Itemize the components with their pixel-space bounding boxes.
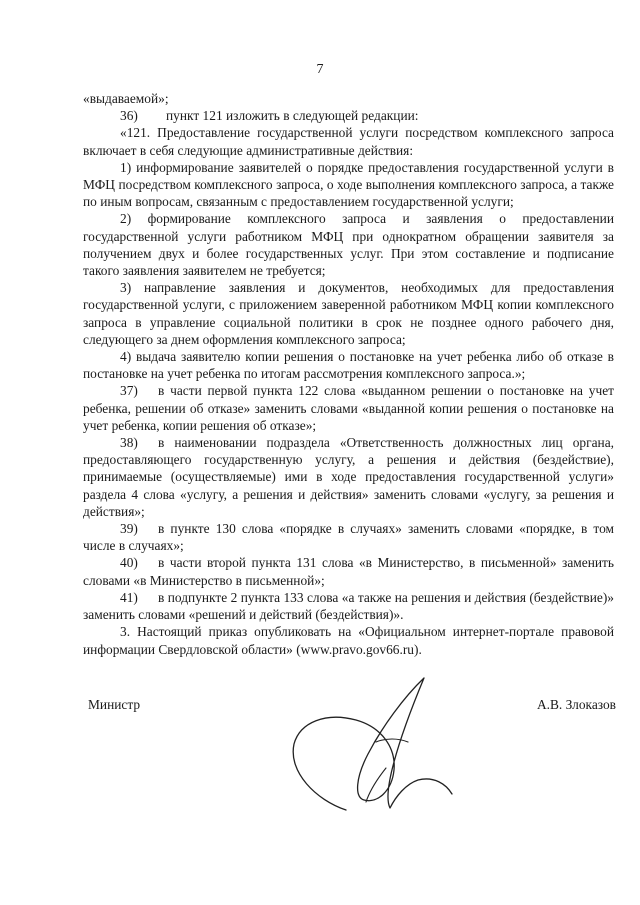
paragraph: 1) информирование заявителей о порядке предоставления государственной услуги в МФЦ посредством комплексного запроса, о ходе выполнения комплексного запроса, а также по иным вопросам, связанным с предоставлением государственной услуги; [83, 159, 614, 210]
signer-role: Министр [88, 697, 141, 712]
document-body [83, 90, 614, 658]
paragraph [83, 520, 614, 554]
page-number: 7 [316, 62, 324, 77]
paragraph: 3. Настоящий приказ опубликовать на «Официальном интернет-портале правовой информации Свердловской области» (www.pravo.gov66.ru). [83, 624, 614, 657]
item-number: 41) [120, 589, 138, 605]
item-number: 38) [120, 435, 138, 451]
paragraph: 3) направление заявления и документов, необходимых для предоставления государственной услуги, с приложением заверенной работником МФЦ копии комплексного запроса в управление социальной политики в срок не позднее одного рабочего дня, следующего за днем оформления комплексного запроса; [83, 280, 614, 347]
paragraph [83, 382, 614, 434]
paragraph-text: пункт 121 изложить в следующей редакции: [166, 108, 419, 124]
paragraph: 2) формирование комплексного запроса и заявления о предоставлении государственной услуги работником МФЦ при однократном обращении заявителя за получением двух и более государственных услуг. При этом составление и подписание такого заявления заявителем не требуется; [83, 211, 614, 279]
paragraph: «выдаваемой»; [83, 91, 169, 106]
paragraph-text: в пункте 130 слова «порядке в случаях» заменить словами «порядке, в том числе в случаях»; [83, 521, 614, 554]
item-number: 37) [120, 383, 138, 399]
paragraph-text: в части первой пункта 122 слова «выданном решении о постановке на учет ребенка, решении об отказе» заменить словами «выданной копии решения о постановке на учет ребенка, копии решения об отказе»; [83, 383, 614, 433]
paragraph: 4) выдача заявителю копии решения о постановке на учет ребенка либо об отказе в постановке на учет ребенка по итогам рассмотрения комплексного запроса.»; [83, 349, 614, 382]
paragraph-text: в части второй пункта 131 слова «в Министерство, в письменной» заменить словами «в Министерство в письменной»; [83, 555, 614, 588]
paragraph [83, 554, 614, 588]
item-number: 40) [120, 555, 138, 571]
paragraph-text: в наименовании подраздела «Ответственность должностных лиц органа, предоставляющего государственную услугу, а решения и действия (бездействие), принимаемые (осуществляемые) ими в ходе предоставления государственной услуги» раздела 4 слова «услугу, а решения и действия» заменить словами «услугу, за решения и действия»; [83, 435, 614, 519]
signer-name: А.В. Злоказов [536, 697, 616, 712]
paragraph-text: в подпункте 2 пункта 133 слова «а также на решения и действия (бездействие)» заменить словами «решений и действий (бездействия)». [83, 589, 614, 623]
item-number: 39) [120, 521, 138, 537]
paragraph [83, 434, 614, 520]
paragraph [83, 589, 614, 623]
item-number: 36) [120, 108, 138, 124]
paragraph: «121. Предоставление государственной услуги посредством комплексного запроса включает в себя следующие административные действия: [83, 125, 614, 158]
handwritten-signature-icon [286, 672, 456, 822]
paragraph [83, 107, 614, 124]
